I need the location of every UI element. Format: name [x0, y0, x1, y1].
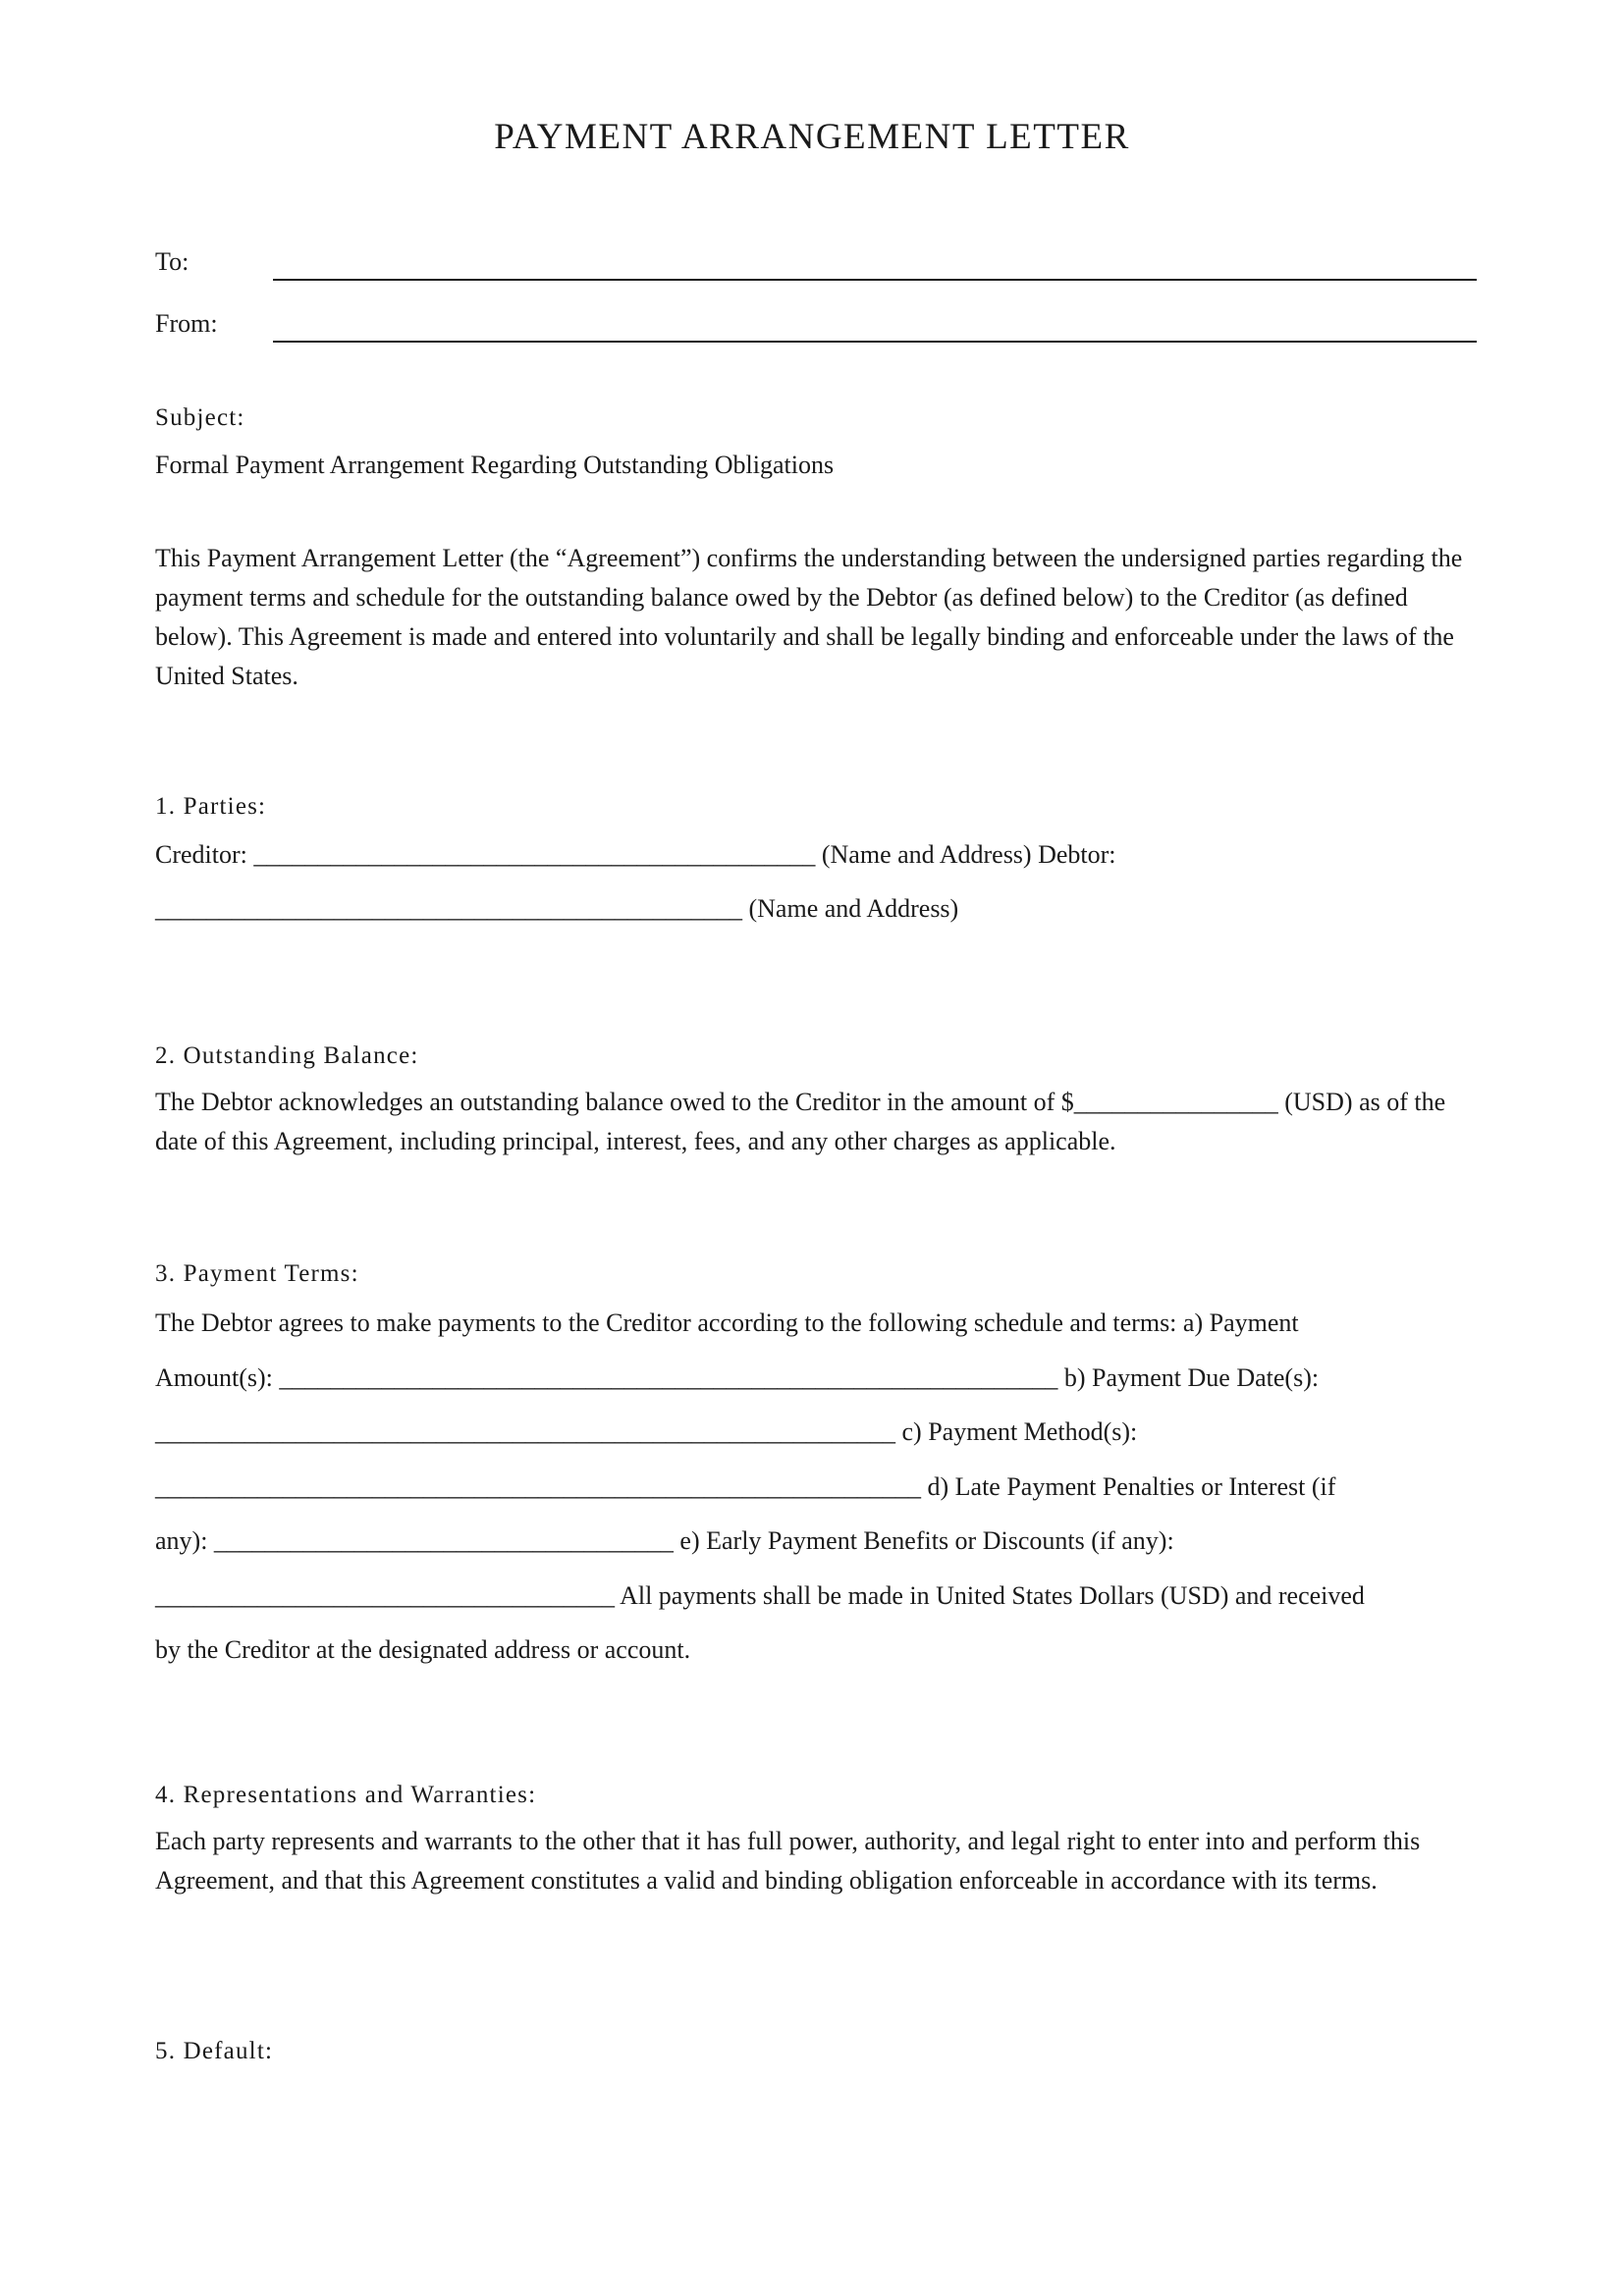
- terms-line-4: ____________________________________________________________ d) Late Payment Penalties or Interest (if: [155, 1472, 1336, 1501]
- section-terms-heading: 3. Payment Terms:: [155, 1260, 359, 1287]
- terms-line-5: any): ____________________________________ e) Early Payment Benefits or Discounts (if any):: [155, 1526, 1174, 1555]
- terms-line-1: The Debtor agrees to make payments to the Creditor according to the following schedule and terms: a) Payment: [155, 1308, 1299, 1337]
- warranties-paragraph: Each party represents and warrants to the other that it has full power, authority, and legal right to enter into and perform this Agreement, and that this Agreement constitutes a valid and binding obligation enforceable in accordance with its terms.: [155, 1827, 1421, 1895]
- terms-line-6: ____________________________________ All payments shall be made in United States Dollars (USD) and received: [155, 1581, 1365, 1610]
- section-parties-heading: 1. Parties:: [155, 793, 267, 820]
- from-label: From:: [155, 309, 218, 338]
- to-field: [155, 247, 1477, 287]
- section-default-heading: 5. Default:: [155, 2038, 274, 2064]
- balance-paragraph: The Debtor acknowledges an outstanding balance owed to the Creditor in the amount of $________________ (USD) as of the date of this Agreement, including principal, interest, fees, and any other charges as applicable.: [155, 1088, 1446, 1155]
- to-label: To:: [155, 247, 189, 276]
- subject-label: Subject:: [155, 404, 245, 431]
- terms-line-2: Amount(s): _____________________________________________________________ b) Payment Due Date(s):: [155, 1363, 1320, 1392]
- from-field: [155, 309, 1477, 348]
- terms-line-3: __________________________________________________________ c) Payment Method(s):: [155, 1417, 1138, 1446]
- section-warranties-heading: 4. Representations and Warranties:: [155, 1782, 537, 1808]
- parties-debtor-line: ______________________________________________ (Name and Address): [155, 894, 959, 923]
- from-line[interactable]: [273, 341, 1477, 343]
- terms-line-7: by the Creditor at the designated address or account.: [155, 1635, 691, 1664]
- parties-creditor-line: Creditor: ____________________________________________ (Name and Address) Debtor:: [155, 840, 1116, 869]
- document-title: PAYMENT ARRANGEMENT LETTER: [494, 117, 1130, 157]
- subject-text: Formal Payment Arrangement Regarding Outstanding Obligations: [155, 451, 835, 479]
- to-line[interactable]: [273, 279, 1477, 281]
- section-balance-heading: 2. Outstanding Balance:: [155, 1042, 419, 1069]
- intro-paragraph: This Payment Arrangement Letter (the “Agreement”) confirms the understanding between the undersigned parties regarding the payment terms and schedule for the outstanding balance owed by the Debtor (as defined below) to the Creditor (as defined below). This Agreement is made and entered into voluntarily and shall be legally binding and enforceable under the laws of the United States.: [155, 544, 1463, 690]
